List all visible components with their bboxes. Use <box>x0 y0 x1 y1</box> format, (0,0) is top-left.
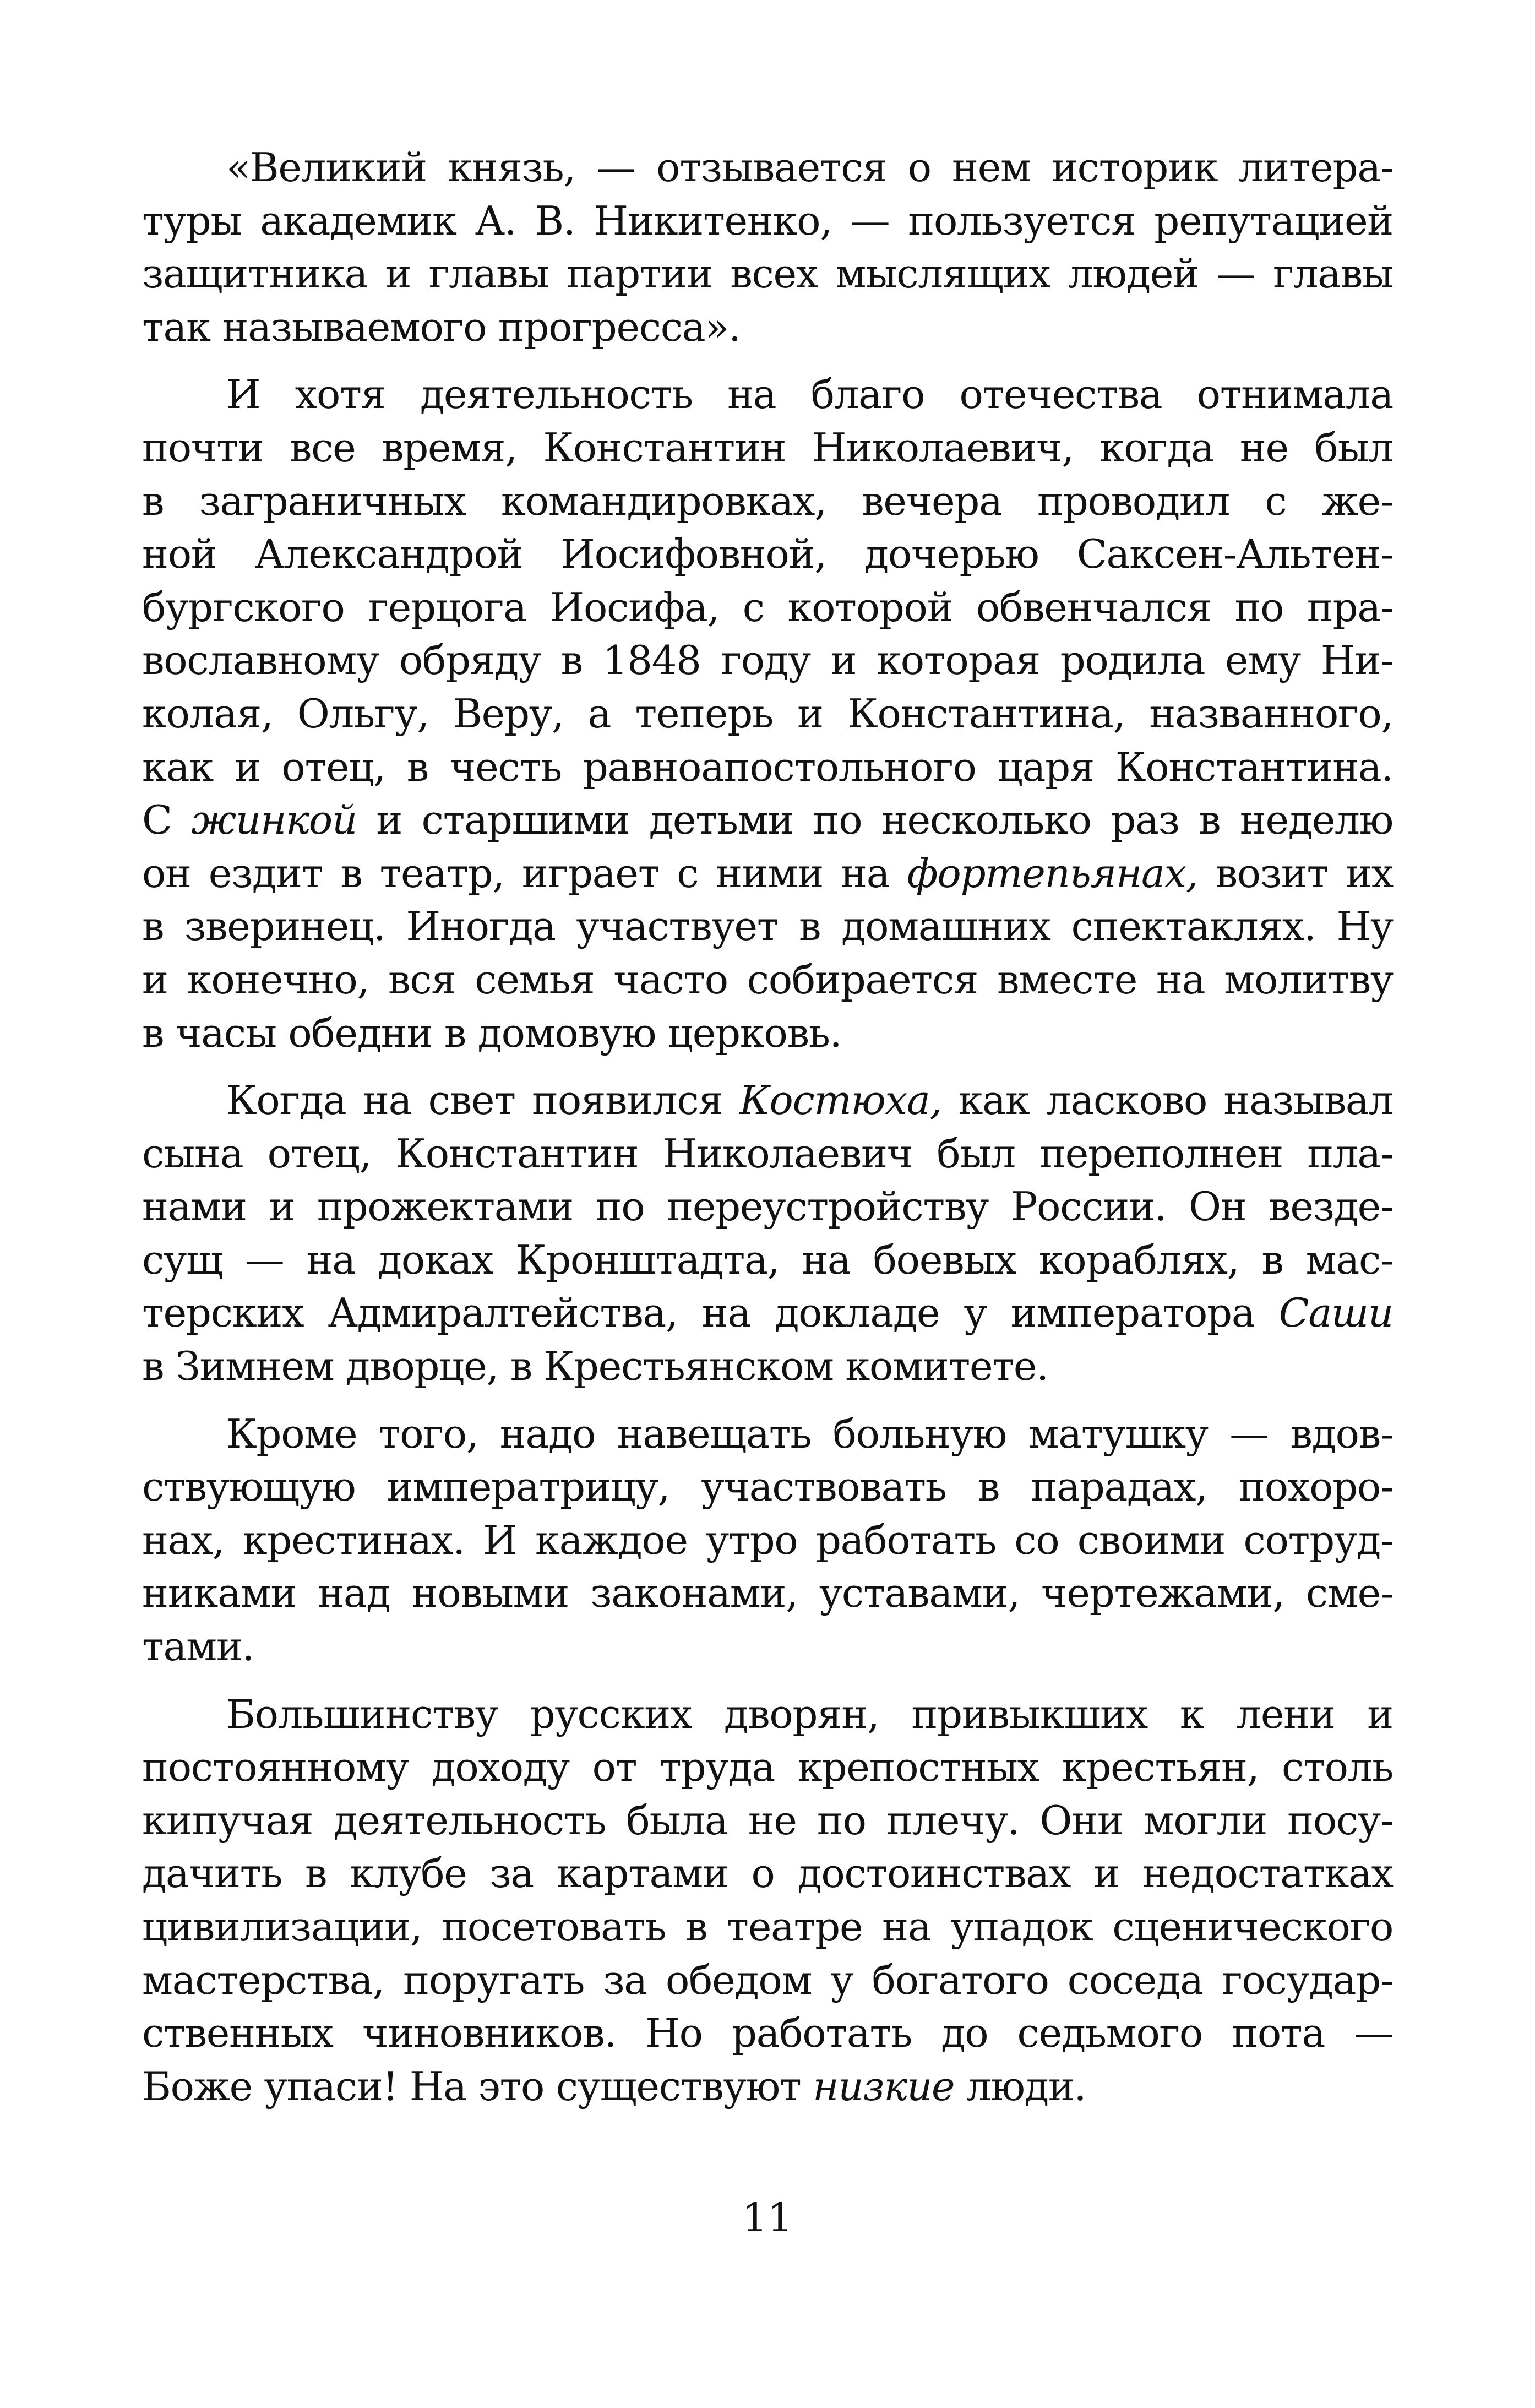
italic-word: Саши <box>1278 1290 1393 1336</box>
text-line: «Великий князь, — отзывается о нем историк литера- <box>226 144 1393 191</box>
text-line: сына отец, Константин Николаевич был переполнен пла- <box>142 1130 1393 1177</box>
text-line <box>142 1074 1393 1127</box>
text-line: ственных чиновников. Но работать до седьмого пота — <box>142 2010 1393 2057</box>
text-run: люди. <box>954 2063 1086 2110</box>
text-line: в зверинец. Иногда участвует в домашних спектаклях. Ну <box>142 903 1393 950</box>
page-number: 11 <box>742 2194 793 2241</box>
body-text <box>142 141 1393 2113</box>
text-run: он ездит в театр, играет с ними на <box>142 850 907 896</box>
text-line <box>142 1286 1393 1340</box>
text-line: кипучая деятельность была не по плечу. Они могли посу- <box>142 1797 1393 1844</box>
text-line: мастерства, поругать за обедом у богатого соседа государ- <box>142 1956 1393 2003</box>
text-line: сущ — на доках Кронштадта, на боевых кораблях, в мас- <box>142 1236 1393 1283</box>
text-line: в Зимнем дворце, в Крестьянском комитете. <box>142 1343 1048 1390</box>
text-line: туры академик А. В. Никитенко, — пользуется репутацией <box>142 197 1393 244</box>
paragraph-5 <box>142 1688 1393 2113</box>
text-line <box>142 793 1393 847</box>
text-line: вославному обряду в 1848 году и которая родила ему Ни- <box>142 637 1393 684</box>
text-line: цивилизации, посетовать в театре на упадок сценического <box>142 1904 1393 1950</box>
text-run: терских Адмиралтейства, на докладе у императора <box>142 1290 1279 1336</box>
text-run: С <box>142 797 192 844</box>
text-line: ствующую императрицу, участвовать в парадах, похоро- <box>142 1464 1393 1510</box>
text-line: колая, Ольгу, Веру, а теперь и Константина, названного, <box>142 690 1393 737</box>
text-run: и старшими детьми по несколько раз в неделю <box>356 797 1393 844</box>
text-line: почти все время, Константин Николаевич, когда не был <box>142 424 1393 471</box>
paragraph-4 <box>142 1407 1393 1673</box>
text-line: защитника и главы партии всех мыслящих людей — главы <box>142 251 1393 297</box>
text-line: и конечно, вся семья часто собирается вместе на молитву <box>142 956 1393 1003</box>
text-line: постоянному доходу от труда крепостных крестьян, столь <box>142 1744 1393 1791</box>
text-line: дачить в клубе за картами о достоинствах и недостатках <box>142 1850 1393 1897</box>
text-line: Кроме того, надо навещать больную матушку — вдов- <box>226 1410 1393 1457</box>
text-line <box>142 847 1393 900</box>
text-run: как ласково называл <box>941 1077 1393 1124</box>
italic-word: низкие <box>813 2063 955 2110</box>
text-line: И хотя деятельность на благо отечества отнимала <box>226 371 1393 418</box>
italic-word: жинкой <box>191 797 357 844</box>
text-line <box>142 2060 1393 2113</box>
text-line: тами. <box>142 1623 254 1670</box>
text-line: в часы обедни в домовую церковь. <box>142 1009 842 1056</box>
paragraph-3 <box>142 1074 1393 1393</box>
text-line: как и отец, в честь равноапостольного царя Константина. <box>142 743 1393 790</box>
paragraph-1 <box>142 141 1393 354</box>
text-line: ной Александрой Иосифовной, дочерью Саксен-Альтен- <box>142 531 1393 578</box>
text-line: бургского герцога Иосифа, с которой обвенчался по пра- <box>142 584 1393 630</box>
text-line: так называемого прогресса». <box>142 303 741 350</box>
text-run: Боже упаси! На это существуют <box>142 2063 813 2110</box>
italic-word: фортепьянах, <box>907 850 1198 896</box>
text-line: нах, крестинах. И каждое утро работать со своими сотруд- <box>142 1516 1393 1563</box>
text-line: Большинству русских дворян, привыкших к лени и <box>226 1691 1393 1737</box>
italic-word: Костюха, <box>739 1077 942 1124</box>
text-run: Когда на свет появился <box>226 1077 739 1124</box>
text-line: никами над новыми законами, уставами, чертежами, сме- <box>142 1570 1393 1617</box>
paragraph-2 <box>142 368 1393 1059</box>
text-line: в заграничных командировках, вечера проводил с же- <box>142 477 1393 524</box>
text-run: возит их <box>1197 850 1393 896</box>
text-line: нами и прожектами по переустройству России. Он везде- <box>142 1183 1393 1230</box>
